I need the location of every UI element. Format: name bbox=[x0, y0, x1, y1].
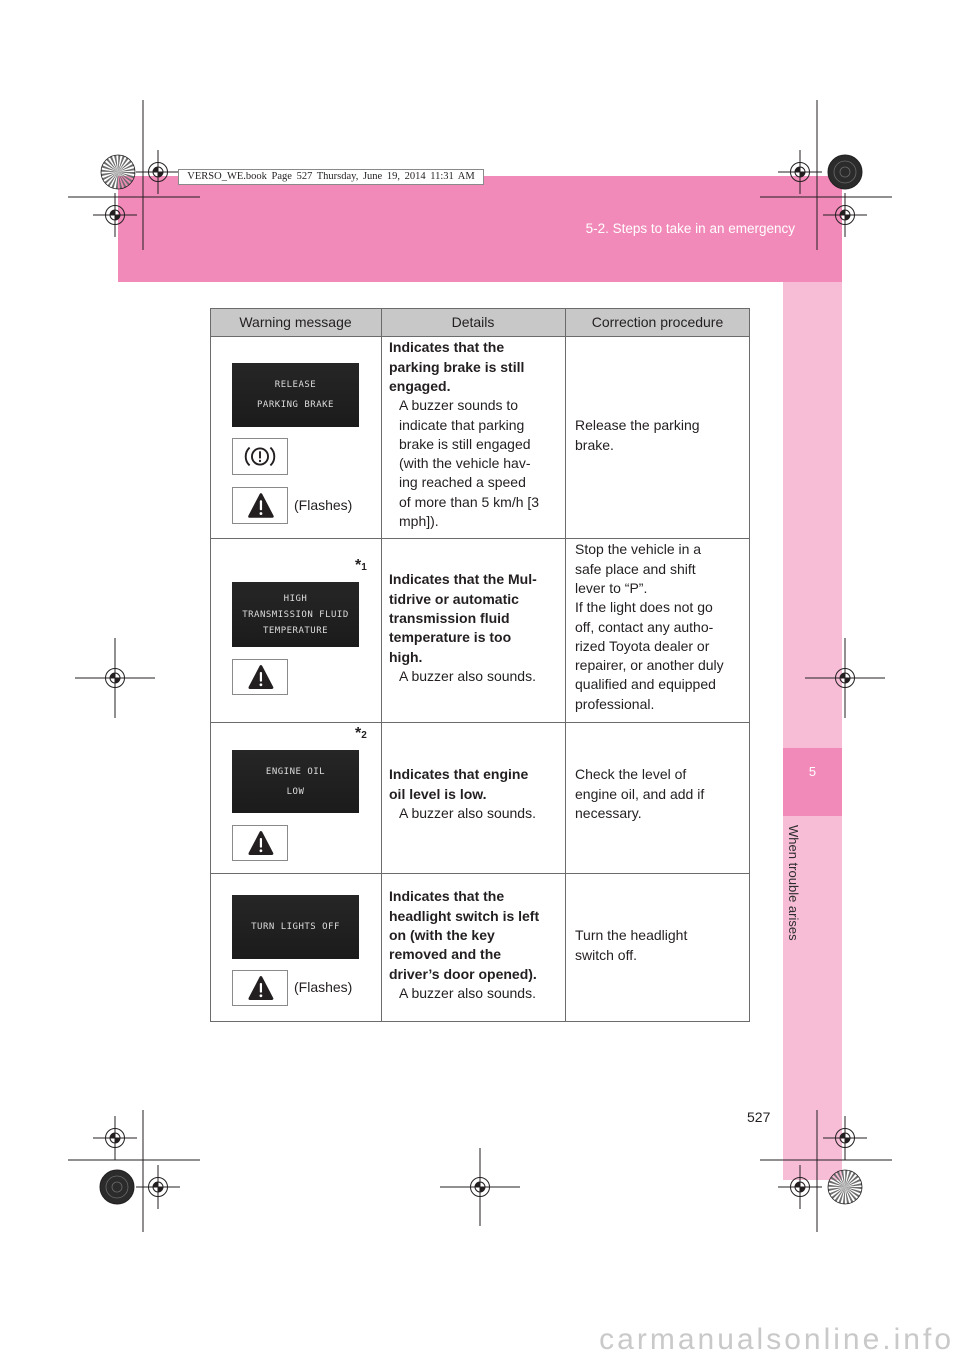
details-cell bbox=[389, 338, 539, 531]
details-note-line: ing reached a speed bbox=[399, 474, 526, 491]
registration-mark bbox=[93, 1116, 137, 1160]
details-note bbox=[389, 984, 539, 1003]
correction-procedure-line: Stop the vehicle in a bbox=[575, 541, 702, 558]
display-line: PARKING BRAKE bbox=[257, 400, 334, 410]
details-note-line: mph]). bbox=[399, 513, 439, 530]
correction-procedure bbox=[575, 926, 687, 965]
details-note bbox=[389, 667, 537, 686]
indicator-box bbox=[232, 487, 288, 524]
table-row bbox=[210, 873, 750, 1022]
details-note-line: indicate that parking bbox=[399, 416, 525, 433]
details-summary bbox=[389, 765, 536, 804]
correction-procedure-line: repairer, or another duly bbox=[575, 657, 724, 674]
chapter-index-column bbox=[783, 282, 842, 1180]
details-note-line: (with the vehicle hav- bbox=[399, 455, 531, 472]
header-warning-message: Warning message bbox=[239, 314, 352, 330]
details-note-line: A buzzer also sounds. bbox=[399, 667, 536, 684]
details-summary-line: Indicates that the bbox=[389, 339, 505, 356]
correction-procedure-line: switch off. bbox=[575, 946, 637, 963]
footnote-marker bbox=[355, 557, 367, 577]
table-row bbox=[210, 538, 750, 722]
correction-procedure-line: Turn the headlight bbox=[575, 927, 688, 944]
details-cell bbox=[389, 570, 537, 686]
details-summary bbox=[389, 887, 539, 983]
details-note bbox=[389, 804, 536, 823]
footnote-marker bbox=[355, 725, 367, 745]
details-summary-line: Indicates that the bbox=[389, 888, 505, 905]
row-divider bbox=[210, 538, 750, 539]
details-summary-line: transmission fluid bbox=[389, 609, 510, 626]
table-header-row bbox=[210, 308, 750, 336]
details-note-line: of more than 5 km/h [3 bbox=[399, 493, 540, 510]
details-summary-line: removed and the bbox=[389, 946, 502, 963]
details-note-line: A buzzer sounds to bbox=[399, 397, 519, 414]
flashes-label: (Flashes) bbox=[294, 979, 353, 996]
correction-procedure bbox=[575, 765, 704, 823]
footnote-number: 2 bbox=[361, 730, 367, 741]
registration-mark bbox=[93, 656, 137, 700]
correction-procedure-line: Release the parking bbox=[575, 417, 700, 434]
correction-procedure-line: necessary. bbox=[575, 804, 642, 821]
correction-procedure-line: brake. bbox=[575, 436, 614, 453]
brake-system-warning-icon bbox=[233, 439, 287, 474]
table-row bbox=[210, 336, 750, 538]
registration-mark bbox=[136, 1165, 180, 1209]
correction-procedure-line: off, contact any autho- bbox=[575, 618, 714, 635]
details-summary-line: driver’s door opened). bbox=[389, 965, 537, 982]
footnote-number: 1 bbox=[361, 562, 367, 573]
details-summary-line: tidrive or automatic bbox=[389, 590, 519, 607]
correction-procedure-line: qualified and equipped bbox=[575, 676, 716, 693]
chapter-label: When trouble arises bbox=[786, 825, 801, 941]
details-summary-line: Indicates that engine bbox=[389, 766, 529, 783]
display-line: TRANSMISSION FLUID bbox=[242, 609, 349, 620]
details-summary-line: Indicates that the Mul- bbox=[389, 571, 537, 588]
details-summary-line: parking brake is still bbox=[389, 358, 525, 375]
warning-message-table bbox=[210, 308, 750, 1022]
indicator-box bbox=[232, 659, 288, 695]
details-note bbox=[389, 396, 539, 531]
correction-procedure-line: Check the level of bbox=[575, 766, 687, 783]
chapter-tab bbox=[783, 748, 842, 816]
master-warning-icon bbox=[233, 971, 287, 1005]
correction-procedure-line: engine oil, and add if bbox=[575, 785, 705, 802]
display-line: ENGINE OIL bbox=[265, 766, 326, 777]
details-note-line: brake is still engaged bbox=[399, 435, 531, 452]
table-row bbox=[210, 722, 750, 873]
footnote-asterisk: * bbox=[355, 725, 362, 742]
details-note-line: A buzzer also sounds. bbox=[399, 804, 536, 821]
details-summary-line: on (with the key bbox=[389, 926, 495, 943]
chapter-number: 5 bbox=[808, 764, 817, 779]
display-line: LOW bbox=[286, 786, 305, 797]
registration-mark bbox=[458, 1165, 502, 1209]
details-cell bbox=[389, 887, 539, 1003]
correction-procedure bbox=[575, 416, 700, 455]
multi-info-display bbox=[232, 363, 359, 427]
correction-procedure-line: lever to “P”. bbox=[575, 579, 648, 596]
details-summary bbox=[389, 570, 537, 666]
correction-procedure-line: rized Toyota dealer or bbox=[575, 637, 710, 654]
row-divider bbox=[210, 873, 750, 874]
flashes-label: (Flashes) bbox=[294, 497, 353, 514]
column-divider bbox=[381, 308, 382, 1022]
display-line: HIGH bbox=[283, 593, 308, 604]
indicator-box bbox=[232, 970, 288, 1006]
column-divider bbox=[565, 308, 566, 1022]
details-summary-line: high. bbox=[389, 648, 423, 665]
correction-procedure-line: safe place and shift bbox=[575, 560, 696, 577]
display-line: TEMPERATURE bbox=[262, 625, 329, 636]
display-line: TURN LIGHTS OFF bbox=[251, 922, 340, 932]
correction-procedure-line: professional. bbox=[575, 695, 655, 712]
details-summary-line: temperature is too bbox=[389, 629, 512, 646]
multi-info-display bbox=[232, 582, 359, 647]
color-bar-solid-mark bbox=[100, 1170, 134, 1204]
details-summary-line: engaged. bbox=[389, 377, 451, 394]
display-line: RELEASE bbox=[274, 380, 317, 390]
section-title: 5-2. Steps to take in an emergency bbox=[585, 221, 795, 236]
row-divider bbox=[210, 722, 750, 723]
details-summary-line: headlight switch is left bbox=[389, 907, 540, 924]
indicator-box bbox=[232, 438, 288, 475]
multi-info-display bbox=[232, 750, 359, 813]
details-cell bbox=[389, 765, 536, 823]
header-correction-procedure: Correction procedure bbox=[591, 314, 724, 330]
footnote-asterisk: * bbox=[355, 557, 362, 574]
details-summary-line: oil level is low. bbox=[389, 785, 487, 802]
master-warning-icon bbox=[233, 826, 287, 860]
master-warning-icon bbox=[233, 488, 287, 523]
details-summary bbox=[389, 338, 539, 396]
indicator-box bbox=[232, 825, 288, 861]
watermark: carmanualsonline.info bbox=[599, 1323, 954, 1356]
correction-procedure bbox=[575, 540, 724, 714]
row-divider bbox=[210, 336, 750, 337]
details-note-line: A buzzer also sounds. bbox=[399, 984, 536, 1001]
correction-procedure-line: If the light does not go bbox=[575, 599, 713, 616]
page-number: 527 bbox=[747, 1109, 771, 1125]
multi-info-display bbox=[232, 895, 359, 959]
header-details: Details bbox=[451, 314, 495, 330]
book-print-stamp: VERSO_WE.book Page 527 Thursday, June 19, 2014 11:31 AM bbox=[178, 169, 484, 185]
master-warning-icon bbox=[233, 660, 287, 694]
